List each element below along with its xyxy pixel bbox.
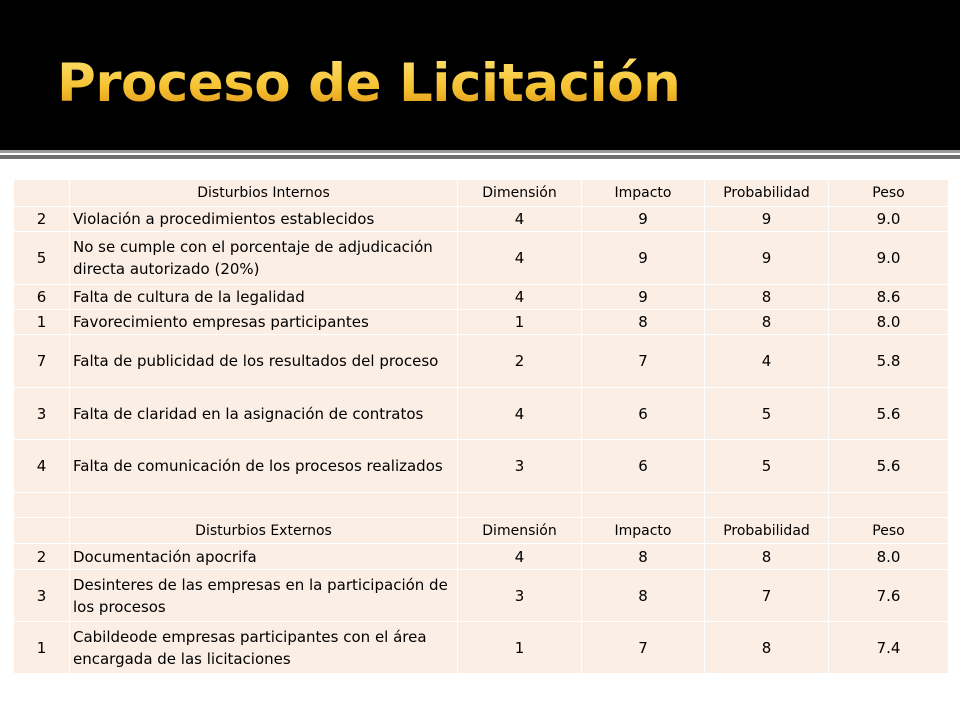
row-num: 5 — [14, 232, 70, 285]
row-dimension: 2 — [458, 335, 582, 388]
row-dimension: 3 — [458, 570, 582, 622]
header-num — [14, 180, 70, 207]
row-impacto: 7 — [582, 335, 705, 388]
title-bar — [0, 0, 960, 150]
internos-header-row — [14, 180, 949, 207]
divider-line-lower — [0, 155, 960, 159]
row-probabilidad: 8 — [705, 622, 829, 674]
row-num: 2 — [14, 544, 70, 570]
row-peso: 5.8 — [829, 335, 949, 388]
row-probabilidad: 9 — [705, 232, 829, 285]
empty-cell — [582, 493, 705, 518]
row-dimension: 4 — [458, 207, 582, 232]
row-dimension: 4 — [458, 285, 582, 310]
row-probabilidad: 8 — [705, 544, 829, 570]
externos-header-row — [14, 518, 949, 544]
risk-matrix-table — [13, 179, 949, 674]
header-num — [14, 518, 70, 544]
table-row — [14, 232, 949, 285]
row-probabilidad: 9 — [705, 207, 829, 232]
row-desc: Violación a procedimientos establecidos — [70, 207, 458, 232]
row-impacto: 9 — [582, 207, 705, 232]
header-probabilidad: Probabilidad — [705, 518, 829, 544]
header-impacto: Impacto — [582, 180, 705, 207]
row-peso: 5.6 — [829, 388, 949, 440]
header-disturbios-internos: Disturbios Internos — [70, 180, 458, 207]
header-probabilidad: Probabilidad — [705, 180, 829, 207]
row-desc: Falta de claridad en la asignación de contratos — [70, 388, 458, 440]
row-desc: Falta de cultura de la legalidad — [70, 285, 458, 310]
empty-cell — [829, 493, 949, 518]
row-impacto: 9 — [582, 285, 705, 310]
table-row — [14, 570, 949, 622]
table-row — [14, 285, 949, 310]
row-impacto: 8 — [582, 570, 705, 622]
table-row — [14, 622, 949, 674]
row-probabilidad: 5 — [705, 440, 829, 493]
table-row — [14, 310, 949, 335]
table-row — [14, 335, 949, 388]
row-num: 3 — [14, 388, 70, 440]
row-probabilidad: 4 — [705, 335, 829, 388]
row-peso: 8.6 — [829, 285, 949, 310]
empty-cell — [14, 493, 70, 518]
row-peso: 5.6 — [829, 440, 949, 493]
row-dimension: 4 — [458, 232, 582, 285]
row-impacto: 8 — [582, 310, 705, 335]
row-num: 1 — [14, 622, 70, 674]
row-dimension: 1 — [458, 310, 582, 335]
table-row — [14, 440, 949, 493]
row-impacto: 6 — [582, 388, 705, 440]
table-row — [14, 544, 949, 570]
table-row — [14, 207, 949, 232]
row-num: 4 — [14, 440, 70, 493]
row-peso: 8.0 — [829, 310, 949, 335]
header-impacto: Impacto — [582, 518, 705, 544]
row-dimension: 3 — [458, 440, 582, 493]
row-dimension: 4 — [458, 388, 582, 440]
row-impacto: 6 — [582, 440, 705, 493]
header-dimension: Dimensión — [458, 180, 582, 207]
row-probabilidad: 8 — [705, 285, 829, 310]
row-desc: Falta de publicidad de los resultados del proceso — [70, 335, 458, 388]
row-probabilidad: 8 — [705, 310, 829, 335]
empty-cell — [705, 493, 829, 518]
row-impacto: 8 — [582, 544, 705, 570]
slide-title: Proceso de Licitación — [57, 53, 681, 114]
row-peso: 8.0 — [829, 544, 949, 570]
row-desc: No se cumple con el porcentaje de adjudicación directa autorizado (20%) — [70, 232, 458, 285]
row-dimension: 4 — [458, 544, 582, 570]
row-impacto: 7 — [582, 622, 705, 674]
row-dimension: 1 — [458, 622, 582, 674]
row-num: 3 — [14, 570, 70, 622]
row-desc: Documentación apocrifa — [70, 544, 458, 570]
row-desc: Falta de comunicación de los procesos realizados — [70, 440, 458, 493]
row-probabilidad: 5 — [705, 388, 829, 440]
row-peso: 9.0 — [829, 207, 949, 232]
row-num: 7 — [14, 335, 70, 388]
row-desc: Cabildeode empresas participantes con el área encargada de las licitaciones — [70, 622, 458, 674]
empty-cell — [458, 493, 582, 518]
empty-cell — [70, 493, 458, 518]
row-peso: 7.6 — [829, 570, 949, 622]
row-desc: Favorecimiento empresas participantes — [70, 310, 458, 335]
row-impacto: 9 — [582, 232, 705, 285]
header-peso: Peso — [829, 518, 949, 544]
row-num: 2 — [14, 207, 70, 232]
row-desc: Desinteres de las empresas en la participación de los procesos — [70, 570, 458, 622]
row-num: 1 — [14, 310, 70, 335]
header-peso: Peso — [829, 180, 949, 207]
header-disturbios-externos: Disturbios Externos — [70, 518, 458, 544]
row-probabilidad: 7 — [705, 570, 829, 622]
header-dimension: Dimensión — [458, 518, 582, 544]
spacer-row — [14, 493, 949, 518]
row-num: 6 — [14, 285, 70, 310]
row-peso: 7.4 — [829, 622, 949, 674]
row-peso: 9.0 — [829, 232, 949, 285]
table-row — [14, 388, 949, 440]
